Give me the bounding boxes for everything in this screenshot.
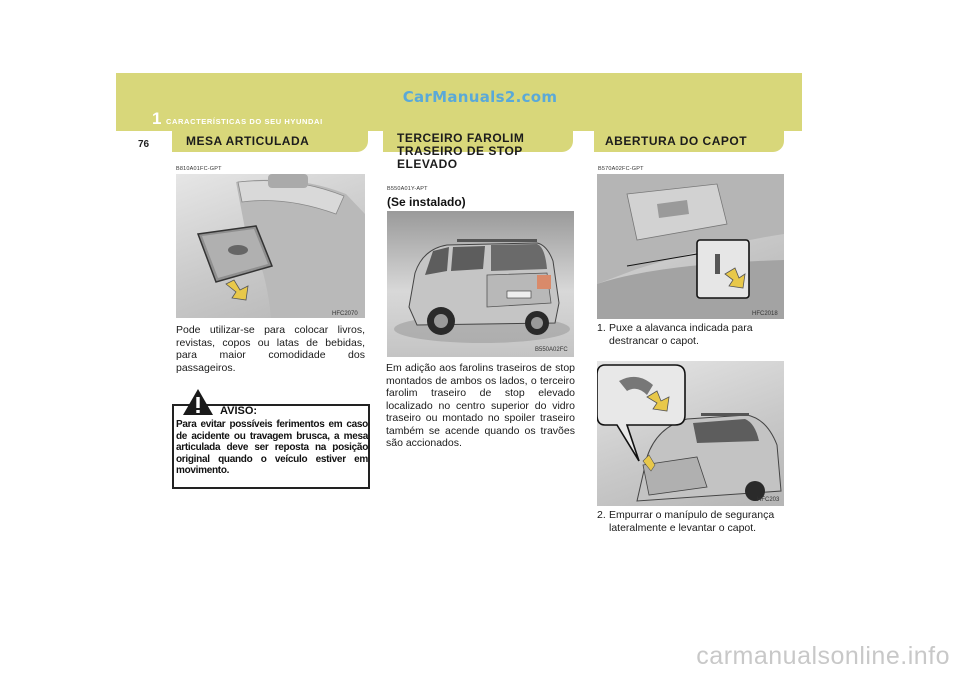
title-line: ELEVADO: [397, 157, 458, 171]
hood-release-illustration: [597, 361, 784, 506]
photo-rear-car: [387, 211, 574, 357]
watermark-bottom[interactable]: carmanualsonline.info: [696, 642, 950, 670]
photo-hood-lever: [597, 174, 784, 319]
warning-text: Para evitar possíveis ferimentos em caso de acidente ou travagem brusca, a mesa articulada deve ser reposta na posição original quando o veículo estiver em movimento.: [176, 419, 368, 477]
step-number: 1.: [597, 322, 606, 334]
list-item: [597, 509, 785, 534]
figure-label: HFC2018: [752, 311, 778, 317]
section-title-farolim: [397, 132, 524, 171]
photo-folding-table: [176, 174, 365, 318]
chapter-title: CARACTERÍSTICAS DO SEU HYUNDAI: [166, 117, 323, 126]
section-code: B810A01FC-GPT: [176, 166, 222, 172]
photo-hood-release: [597, 361, 784, 506]
body-text-mesa: Pode utilizar-se para colocar livros, revistas, copos ou latas de bebidas, para maior comodidade dos passageiros.: [176, 324, 365, 374]
figure-label: HFC2070: [332, 311, 358, 317]
step-text: Empurrar o manípulo de segurança lateralmente e levantar o capot.: [609, 509, 775, 534]
car-rear-illustration: [387, 211, 574, 357]
section-code: B550A01Y-APT: [387, 186, 428, 192]
folding-table-illustration: [176, 174, 365, 318]
warning-triangle-icon: [182, 388, 214, 416]
chapter-number: 1: [152, 109, 162, 128]
warning-title: AVISO:: [220, 405, 258, 417]
arrow-icon: [226, 280, 248, 300]
page-number: 76: [138, 139, 150, 150]
section-title-mesa: MESA ARTICULADA: [186, 134, 310, 148]
title-line: TRASEIRO DE STOP: [397, 144, 523, 158]
section-code: B570A02FC-GPT: [598, 166, 644, 172]
watermark-top[interactable]: CarManuals2.com: [402, 88, 558, 106]
step-text: Puxe a alavanca indicada para destrancar o capot.: [609, 322, 753, 347]
list-item: [597, 322, 785, 347]
title-line: TERCEIRO FAROLIM: [397, 131, 525, 145]
hood-lever-illustration: [597, 174, 784, 319]
body-text-farolim: Em adição aos farolins traseiros de stop montados de ambos os lados, o terceiro farolim traseiro de stop elevado localizado no centro superior do vidro traseiro ou montado no spoiler traseiro também se acende quando os travões são accionados.: [386, 362, 575, 449]
figure-label: HFC203: [757, 497, 780, 503]
section-subtitle: (Se instalado): [387, 195, 466, 209]
step-number: 2.: [597, 509, 606, 521]
section-title-capot: ABERTURA DO CAPOT: [605, 134, 748, 148]
figure-label: B550A02FC: [535, 347, 568, 353]
